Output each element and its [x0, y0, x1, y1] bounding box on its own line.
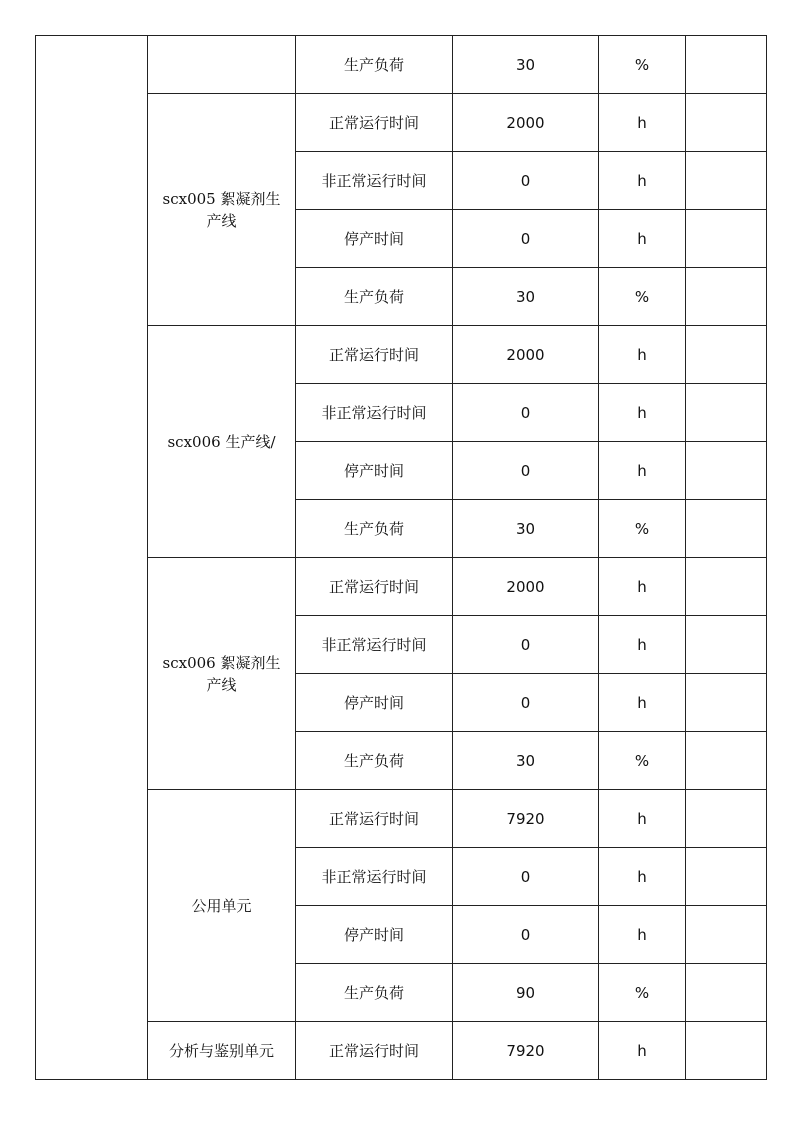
parameter-name-cell: 停产时间: [296, 210, 453, 268]
parameter-name-cell: 非正常运行时间: [296, 848, 453, 906]
value-cell: 0: [453, 442, 599, 500]
parameter-name-cell: 生产负荷: [296, 268, 453, 326]
parameter-name-cell: 停产时间: [296, 906, 453, 964]
unit-cell: h: [599, 558, 686, 616]
unit-cell: h: [599, 94, 686, 152]
remarks-cell: [686, 558, 767, 616]
value-cell: 2000: [453, 326, 599, 384]
remarks-cell: [686, 674, 767, 732]
value-cell: 7920: [453, 1022, 599, 1080]
table-row: [36, 36, 767, 94]
remarks-cell: [686, 790, 767, 848]
production-unit-cell: [148, 326, 296, 558]
remarks-cell: [686, 1022, 767, 1080]
remarks-cell: [686, 36, 767, 94]
value-cell: 30: [453, 268, 599, 326]
production-unit-name: scx005 絮凝剂生产线: [162, 189, 281, 230]
category-cell: [36, 36, 148, 1080]
unit-cell: h: [599, 326, 686, 384]
value-cell: 30: [453, 732, 599, 790]
unit-cell: h: [599, 616, 686, 674]
unit-cell: h: [599, 674, 686, 732]
unit-cell: %: [599, 500, 686, 558]
remarks-cell: [686, 848, 767, 906]
unit-cell: h: [599, 152, 686, 210]
value-cell: 0: [453, 384, 599, 442]
unit-cell: h: [599, 442, 686, 500]
remarks-cell: [686, 384, 767, 442]
parameter-name-cell: 正常运行时间: [296, 790, 453, 848]
parameter-name-cell: 生产负荷: [296, 964, 453, 1022]
production-unit-name: scx006 生产线/: [167, 432, 276, 451]
operating-time-table: [35, 35, 767, 1080]
parameter-name-cell: 停产时间: [296, 442, 453, 500]
parameter-name-cell: 停产时间: [296, 674, 453, 732]
production-unit-name: 分析与鉴别单元: [168, 1041, 274, 1060]
remarks-cell: [686, 442, 767, 500]
parameter-name-cell: 生产负荷: [296, 500, 453, 558]
remarks-cell: [686, 616, 767, 674]
value-cell: 7920: [453, 790, 599, 848]
value-cell: 0: [453, 674, 599, 732]
unit-cell: h: [599, 210, 686, 268]
unit-cell: %: [599, 964, 686, 1022]
parameter-name-cell: 正常运行时间: [296, 326, 453, 384]
unit-cell: h: [599, 906, 686, 964]
parameter-name-cell: 生产负荷: [296, 36, 453, 94]
value-cell: 0: [453, 616, 599, 674]
unit-cell: h: [599, 384, 686, 442]
value-cell: 0: [453, 906, 599, 964]
production-unit-name: scx006 絮凝剂生产线: [162, 653, 281, 694]
value-cell: 2000: [453, 94, 599, 152]
unit-cell: h: [599, 1022, 686, 1080]
production-unit-cell: [148, 1022, 296, 1080]
parameter-name-cell: 非正常运行时间: [296, 152, 453, 210]
value-cell: 0: [453, 210, 599, 268]
production-unit-cell: [148, 94, 296, 326]
remarks-cell: [686, 94, 767, 152]
table-body: [36, 36, 767, 1080]
unit-cell: h: [599, 790, 686, 848]
production-unit-name: 公用单元: [191, 896, 252, 915]
value-cell: 30: [453, 500, 599, 558]
parameter-name-cell: 非正常运行时间: [296, 616, 453, 674]
remarks-cell: [686, 210, 767, 268]
parameter-name-cell: 正常运行时间: [296, 1022, 453, 1080]
remarks-cell: [686, 152, 767, 210]
parameter-name-cell: 正常运行时间: [296, 94, 453, 152]
production-unit-cell: [148, 36, 296, 94]
parameter-name-cell: 生产负荷: [296, 732, 453, 790]
value-cell: 90: [453, 964, 599, 1022]
unit-cell: %: [599, 36, 686, 94]
parameter-name-cell: 正常运行时间: [296, 558, 453, 616]
remarks-cell: [686, 964, 767, 1022]
remarks-cell: [686, 268, 767, 326]
production-unit-cell: [148, 558, 296, 790]
unit-cell: %: [599, 732, 686, 790]
value-cell: 2000: [453, 558, 599, 616]
value-cell: 0: [453, 152, 599, 210]
remarks-cell: [686, 500, 767, 558]
value-cell: 30: [453, 36, 599, 94]
remarks-cell: [686, 906, 767, 964]
remarks-cell: [686, 732, 767, 790]
value-cell: 0: [453, 848, 599, 906]
production-unit-cell: [148, 790, 296, 1022]
unit-cell: h: [599, 848, 686, 906]
unit-cell: %: [599, 268, 686, 326]
parameter-name-cell: 非正常运行时间: [296, 384, 453, 442]
remarks-cell: [686, 326, 767, 384]
